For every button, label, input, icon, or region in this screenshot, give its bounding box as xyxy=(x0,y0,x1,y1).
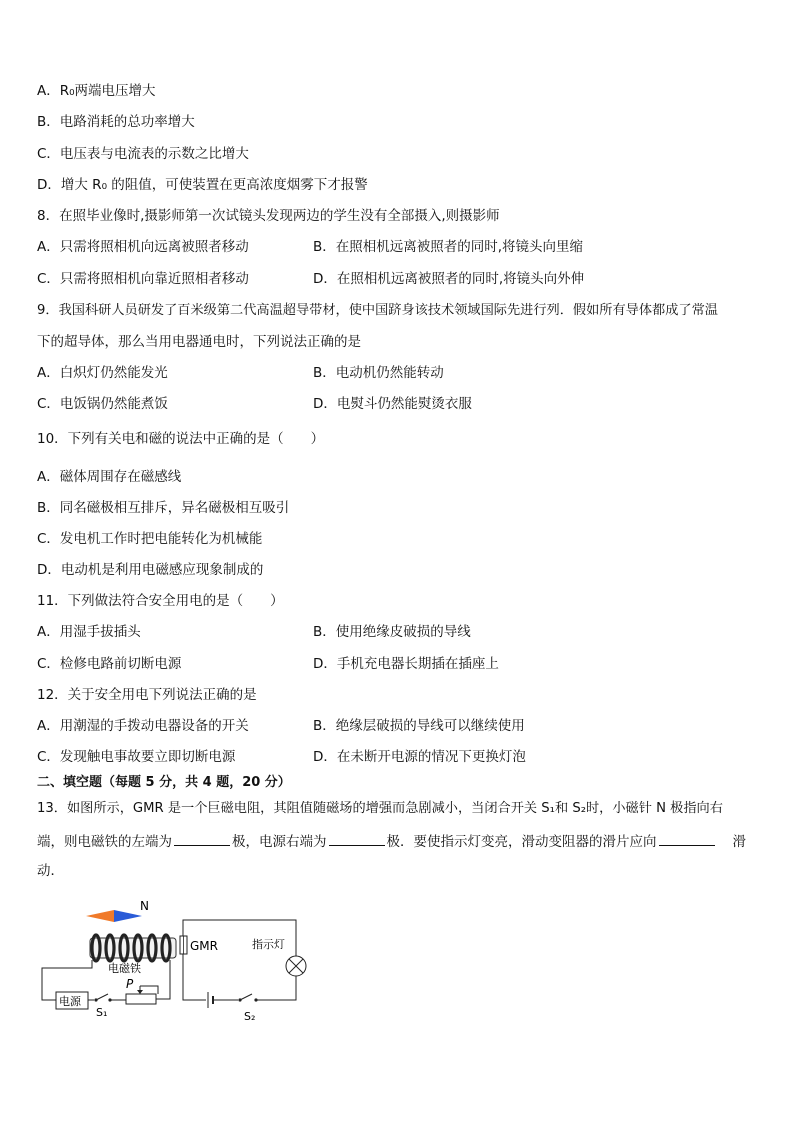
q12-option-c: C．发现触电事故要立即切断电源 xyxy=(37,749,236,765)
q13-stem-line2 xyxy=(37,831,746,851)
electromagnet-label: 电磁铁 xyxy=(108,962,141,975)
slider-arrow xyxy=(137,990,143,994)
indicator-lamp xyxy=(286,956,306,976)
q10-option-d: D．电动机是利用电磁感应现象制成的 xyxy=(37,562,264,578)
q9-option-d: D．电熨斗仍然能熨烫衣服 xyxy=(313,396,472,412)
circuit-figure xyxy=(30,890,320,1030)
switch-s2 xyxy=(240,994,252,1000)
q8-option-d: D．在照相机远离被照者的同时,将镜头向外伸 xyxy=(313,271,585,287)
q13-text-b: 极，电源右端为 xyxy=(232,834,327,850)
switch-s1-label: S₁ xyxy=(96,1006,108,1019)
q11-stem: 11．下列做法符合安全用电的是（ ） xyxy=(37,593,284,609)
q10-option-c: C．发电机工作时把电能转化为机械能 xyxy=(37,531,263,547)
q12-option-d: D．在未断开电源的情况下更换灯泡 xyxy=(313,749,526,765)
battery xyxy=(208,992,213,1008)
needle-n-label: N xyxy=(140,899,149,913)
q9-option-c: C．电饭锅仍然能煮饭 xyxy=(37,396,168,412)
q13-stem-line1: 13．如图所示，GMR 是一个巨磁电阻，其阻值随磁场的增强而急剧减小，当闭合开关 S₁和 S₂时，小磁针 N 极指向右 xyxy=(37,801,723,816)
q10-option-a: A．磁体周围存在磁感线 xyxy=(37,469,182,485)
q11-option-b: B．使用绝缘皮破损的导线 xyxy=(313,624,471,640)
q12-stem: 12．关于安全用电下列说法正确的是 xyxy=(37,687,257,703)
q10-option-b: B．同名磁极相互排斥，异名磁极相互吸引 xyxy=(37,500,290,516)
q13-stem-line3: 动． xyxy=(37,863,64,879)
switch-s2-label: S₂ xyxy=(244,1010,256,1023)
q7-option-b: B．电路消耗的总功率增大 xyxy=(37,114,195,130)
electromagnet xyxy=(90,935,176,961)
q11-option-d: D．手机充电器长期插在插座上 xyxy=(313,656,499,672)
q10-stem: 10．下列有关电和磁的说法中正确的是（ ） xyxy=(37,431,325,447)
q9-stem-line2: 下的超导体，那么当用电器通电时，下列说法正确的是 xyxy=(37,334,361,350)
q13-text-c: 极．要使指示灯变亮，滑动变阻器的滑片应向 xyxy=(386,834,657,850)
q7-option-a: A．R₀两端电压增大 xyxy=(37,83,156,99)
q9-option-a: A．白炽灯仍然能发光 xyxy=(37,365,168,381)
slider-p-label: P xyxy=(126,977,134,991)
switch-s1 xyxy=(96,994,108,1000)
q8-stem: 8．在照毕业像时,摄影师第一次试镜头发现两边的学生没有全部摄入,则摄影师 xyxy=(37,208,500,224)
section-heading: 二、填空题（每题 5 分，共 4 题，20 分） xyxy=(37,775,291,790)
power-supply-label: 电源 xyxy=(59,995,81,1008)
q13-text-a: 端，则电磁铁的左端为 xyxy=(37,834,172,850)
q12-option-b: B．绝缘层破损的导线可以继续使用 xyxy=(313,718,525,734)
gmr-label: GMR xyxy=(190,939,218,953)
magnetic-needle xyxy=(86,910,142,922)
rheostat xyxy=(126,994,156,1004)
answer-blank-3[interactable] xyxy=(659,831,715,846)
q13-text-d: 滑 xyxy=(732,834,746,850)
q8-option-b: B．在照相机远离被照者的同时,将镜头向里缩 xyxy=(313,239,584,255)
q7-option-d: D．增大 R₀ 的阻值，可使装置在更高浓度烟雾下才报警 xyxy=(37,177,368,193)
q9-stem-line1: 9．我国科研人员研发了百米级第二代高温超导带材，使中国跻身该技术领域国际先进行列．假如所有导体都成了常温 xyxy=(37,303,718,318)
answer-blank-1[interactable] xyxy=(174,831,230,846)
q7-option-c: C．电压表与电流表的示数之比增大 xyxy=(37,146,249,162)
q8-option-c: C．只需将照相机向靠近照相者移动 xyxy=(37,271,249,287)
q11-option-c: C．检修电路前切断电源 xyxy=(37,656,182,672)
q11-option-a: A．用湿手拔插头 xyxy=(37,624,141,640)
answer-blank-2[interactable] xyxy=(329,831,385,846)
lamp-label: 指示灯 xyxy=(252,938,285,951)
q12-option-a: A．用潮湿的手拨动电器设备的开关 xyxy=(37,718,249,734)
q9-option-b: B．电动机仍然能转动 xyxy=(313,365,444,381)
q8-option-a: A．只需将照相机向远离被照者移动 xyxy=(37,239,249,255)
